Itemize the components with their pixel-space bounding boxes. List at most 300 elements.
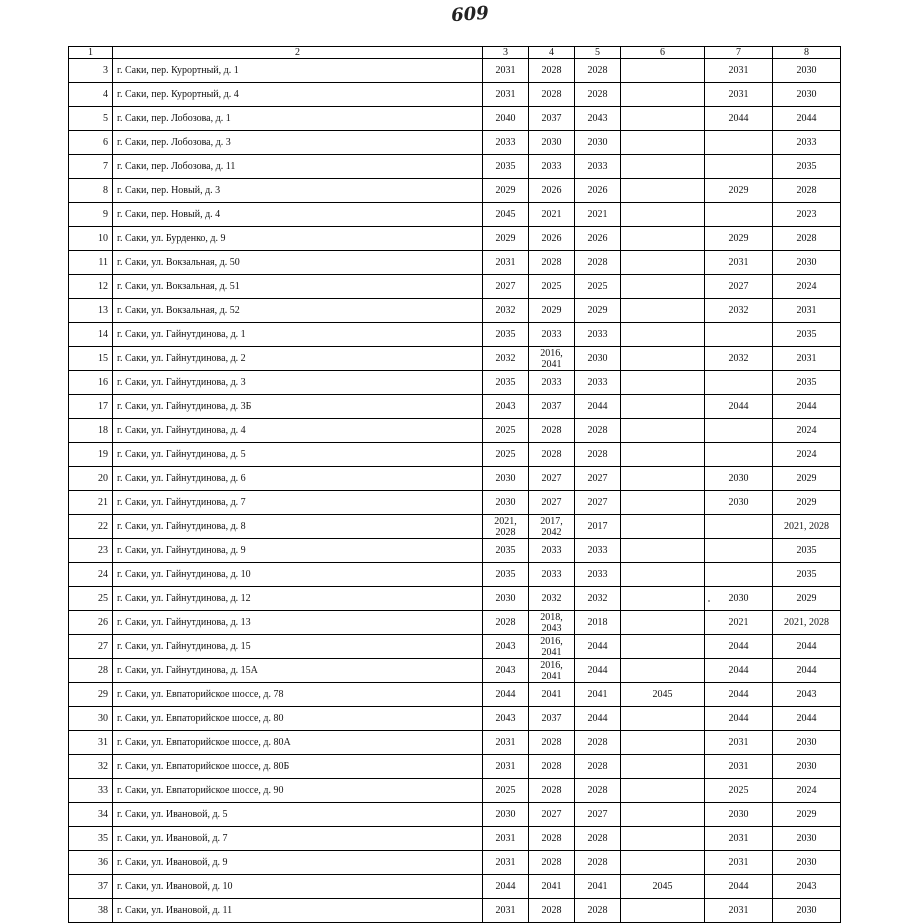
year-cell: 2030 [705, 467, 773, 491]
year-cell: 2045 [621, 875, 705, 899]
address-cell: г. Саки, ул. Бурденко, д. 9 [113, 227, 483, 251]
year-cell: 2031 [483, 755, 529, 779]
table-row [69, 755, 841, 779]
address-cell: г. Саки, ул. Евпаторийское шоссе, д. 80 [113, 707, 483, 731]
year-cell: 2041 [575, 683, 621, 707]
address-cell: г. Саки, пер. Лобозова, д. 11 [113, 155, 483, 179]
year-cell: 2028 [529, 851, 575, 875]
address-cell: г. Саки, ул. Вокзальная, д. 50 [113, 251, 483, 275]
address-cell: г. Саки, ул. Гайнутдинова, д. 6 [113, 467, 483, 491]
year-cell: 2026 [529, 227, 575, 251]
table-row [69, 515, 841, 539]
address-cell: г. Саки, ул. Гайнутдинова, д. 15 [113, 635, 483, 659]
year-cell: 2044 [773, 395, 841, 419]
year-cell: 2030 [483, 587, 529, 611]
address-cell: г. Саки, ул. Вокзальная, д. 52 [113, 299, 483, 323]
address-cell: г. Саки, ул. Гайнутдинова, д. 1 [113, 323, 483, 347]
year-cell: 2031 [705, 899, 773, 923]
address-cell: г. Саки, пер. Курортный, д. 1 [113, 59, 483, 83]
table-header-row [69, 47, 841, 59]
year-cell: 2031 [705, 83, 773, 107]
table-row [69, 683, 841, 707]
year-cell: 2029 [773, 491, 841, 515]
year-cell: 2035 [773, 371, 841, 395]
year-cell: 2032 [483, 299, 529, 323]
address-cell: г. Саки, пер. Лобозова, д. 3 [113, 131, 483, 155]
year-cell: 2027 [529, 803, 575, 827]
year-cell: 2029 [773, 467, 841, 491]
row-number-cell: 30 [69, 707, 113, 731]
year-cell [621, 539, 705, 563]
year-cell [621, 899, 705, 923]
year-cell: 2032 [705, 347, 773, 371]
year-cell [621, 371, 705, 395]
year-cell: 2028 [773, 227, 841, 251]
year-cell: 2030 [773, 899, 841, 923]
address-cell: г. Саки, ул. Гайнутдинова, д. 7 [113, 491, 483, 515]
year-cell: 2028 [575, 83, 621, 107]
year-cell [621, 851, 705, 875]
year-cell: 2031 [483, 731, 529, 755]
address-cell: г. Саки, пер. Курортный, д. 4 [113, 83, 483, 107]
year-cell: 2045 [483, 203, 529, 227]
year-cell: 2030 [483, 467, 529, 491]
year-cell: 2044 [705, 635, 773, 659]
row-number-cell: 36 [69, 851, 113, 875]
year-cell: 2023 [773, 203, 841, 227]
year-cell: 2043 [773, 683, 841, 707]
year-cell [621, 491, 705, 515]
year-cell: 2029 [529, 299, 575, 323]
address-cell: г. Саки, ул. Гайнутдинова, д. 5 [113, 443, 483, 467]
year-cell: 2044 [705, 683, 773, 707]
year-cell: 2043 [483, 635, 529, 659]
year-cell [621, 227, 705, 251]
year-cell: 2033 [529, 323, 575, 347]
year-cell: 2030 [705, 587, 773, 611]
address-cell: г. Саки, ул. Евпаторийское шоссе, д. 80Б [113, 755, 483, 779]
table-row [69, 731, 841, 755]
table-row [69, 899, 841, 923]
row-number-cell: 33 [69, 779, 113, 803]
year-cell: 2030 [773, 59, 841, 83]
year-cell [621, 251, 705, 275]
year-cell: 2031 [705, 251, 773, 275]
year-cell: 2028 [575, 443, 621, 467]
table-row [69, 203, 841, 227]
table-row [69, 59, 841, 83]
row-number-cell: 13 [69, 299, 113, 323]
year-cell [621, 563, 705, 587]
year-cell: 2028 [529, 251, 575, 275]
row-number-cell: 15 [69, 347, 113, 371]
table-row [69, 611, 841, 635]
year-cell: 2028 [575, 419, 621, 443]
year-cell: 2027 [575, 491, 621, 515]
table-row [69, 83, 841, 107]
year-cell [621, 659, 705, 683]
table-row [69, 251, 841, 275]
row-number-cell: 19 [69, 443, 113, 467]
year-cell: 2018, 2043 [529, 611, 575, 635]
year-cell: 2025 [529, 275, 575, 299]
year-cell: 2044 [773, 659, 841, 683]
year-cell: 2031 [773, 299, 841, 323]
table-row [69, 779, 841, 803]
year-cell: 2044 [773, 707, 841, 731]
row-number-cell: 18 [69, 419, 113, 443]
address-cell: г. Саки, ул. Гайнутдинова, д. 3 [113, 371, 483, 395]
year-cell: 2029 [483, 227, 529, 251]
year-cell: 2025 [483, 443, 529, 467]
year-cell: 2028 [529, 779, 575, 803]
year-cell: 2028 [575, 731, 621, 755]
column-header: 4 [529, 47, 575, 59]
address-cell: г. Саки, ул. Гайнутдинова, д. 10 [113, 563, 483, 587]
row-number-cell: 11 [69, 251, 113, 275]
address-cell: г. Саки, ул. Евпаторийское шоссе, д. 78 [113, 683, 483, 707]
address-cell: г. Саки, ул. Гайнутдинова, д. 12 [113, 587, 483, 611]
year-cell [621, 707, 705, 731]
year-cell: 2030 [575, 347, 621, 371]
year-cell: 2035 [483, 155, 529, 179]
table-row [69, 539, 841, 563]
schedule-table [68, 46, 841, 923]
year-cell: 2016, 2041 [529, 635, 575, 659]
year-cell [705, 155, 773, 179]
year-cell: 2031 [483, 827, 529, 851]
year-cell: 2031 [705, 851, 773, 875]
year-cell: 2032 [575, 587, 621, 611]
year-cell: 2031 [483, 899, 529, 923]
year-cell [621, 203, 705, 227]
year-cell: 2030 [773, 251, 841, 275]
year-cell: 2028 [575, 827, 621, 851]
year-cell: 2037 [529, 395, 575, 419]
year-cell: 2018 [575, 611, 621, 635]
row-number-cell: 3 [69, 59, 113, 83]
row-number-cell: 34 [69, 803, 113, 827]
year-cell: 2028 [529, 731, 575, 755]
year-cell: 2035 [773, 323, 841, 347]
year-cell [705, 419, 773, 443]
year-cell: 2029 [483, 179, 529, 203]
year-cell: 2028 [575, 59, 621, 83]
row-number-cell: 23 [69, 539, 113, 563]
address-cell: г. Саки, ул. Ивановой, д. 11 [113, 899, 483, 923]
address-cell: г. Саки, ул. Гайнутдинова, д. 4 [113, 419, 483, 443]
year-cell: 2035 [773, 155, 841, 179]
address-cell: г. Саки, ул. Ивановой, д. 5 [113, 803, 483, 827]
year-cell [621, 611, 705, 635]
year-cell [705, 203, 773, 227]
year-cell: 2041 [529, 875, 575, 899]
year-cell [705, 515, 773, 539]
year-cell: 2044 [705, 707, 773, 731]
table-row [69, 467, 841, 491]
table-row [69, 419, 841, 443]
year-cell: 2028 [575, 851, 621, 875]
row-number-cell: 37 [69, 875, 113, 899]
table-row [69, 707, 841, 731]
year-cell [621, 347, 705, 371]
year-cell: 2031 [483, 59, 529, 83]
column-header: 2 [113, 47, 483, 59]
year-cell: 2029 [705, 179, 773, 203]
year-cell: 2033 [529, 155, 575, 179]
column-header: 1 [69, 47, 113, 59]
table-row [69, 827, 841, 851]
row-number-cell: 35 [69, 827, 113, 851]
table-row [69, 227, 841, 251]
year-cell: 2033 [575, 563, 621, 587]
address-cell: г. Саки, ул. Гайнутдинова, д. 13 [113, 611, 483, 635]
year-cell [705, 131, 773, 155]
year-cell: 2021, 2028 [483, 515, 529, 539]
year-cell [621, 827, 705, 851]
year-cell: 2035 [483, 323, 529, 347]
table-row [69, 803, 841, 827]
year-cell: 2027 [575, 467, 621, 491]
row-number-cell: 12 [69, 275, 113, 299]
row-number-cell: 22 [69, 515, 113, 539]
row-number-cell: 10 [69, 227, 113, 251]
year-cell [621, 299, 705, 323]
row-number-cell: 9 [69, 203, 113, 227]
address-cell: г. Саки, ул. Гайнутдинова, д. 15А [113, 659, 483, 683]
year-cell: 2031 [483, 251, 529, 275]
year-cell: 2027 [483, 275, 529, 299]
year-cell: 2044 [483, 683, 529, 707]
table-row [69, 299, 841, 323]
address-cell: г. Саки, пер. Лобозова, д. 1 [113, 107, 483, 131]
year-cell: 2044 [705, 395, 773, 419]
year-cell: 2030 [705, 491, 773, 515]
page-number: 609 [450, 2, 490, 27]
year-cell: 2028 [529, 443, 575, 467]
address-cell: г. Саки, ул. Ивановой, д. 10 [113, 875, 483, 899]
year-cell [621, 323, 705, 347]
year-cell [621, 179, 705, 203]
year-cell: 2025 [705, 779, 773, 803]
year-cell: 2030 [773, 827, 841, 851]
year-cell: 2044 [705, 107, 773, 131]
year-cell [621, 395, 705, 419]
year-cell [621, 419, 705, 443]
table-row [69, 587, 841, 611]
year-cell: 2032 [705, 299, 773, 323]
address-cell: г. Саки, пер. Новый, д. 4 [113, 203, 483, 227]
table-row [69, 395, 841, 419]
year-cell: 2028 [529, 419, 575, 443]
year-cell: 2044 [773, 107, 841, 131]
column-header: 7 [705, 47, 773, 59]
year-cell: 2028 [575, 779, 621, 803]
year-cell [621, 635, 705, 659]
year-cell: 2031 [483, 83, 529, 107]
year-cell [621, 443, 705, 467]
table-row [69, 155, 841, 179]
year-cell: 2030 [773, 755, 841, 779]
year-cell: 2044 [575, 635, 621, 659]
year-cell: 2027 [705, 275, 773, 299]
year-cell: 2043 [483, 395, 529, 419]
table-row [69, 131, 841, 155]
row-number-cell: 7 [69, 155, 113, 179]
year-cell: 2024 [773, 779, 841, 803]
year-cell: 2033 [529, 539, 575, 563]
year-cell: 2033 [529, 371, 575, 395]
year-cell: 2028 [575, 899, 621, 923]
year-cell: 2043 [483, 707, 529, 731]
table-row [69, 275, 841, 299]
year-cell: 2029 [705, 227, 773, 251]
year-cell [621, 779, 705, 803]
year-cell: 2040 [483, 107, 529, 131]
table-row [69, 659, 841, 683]
address-cell: г. Саки, ул. Ивановой, д. 9 [113, 851, 483, 875]
table-row [69, 563, 841, 587]
year-cell [621, 131, 705, 155]
row-number-cell: 24 [69, 563, 113, 587]
year-cell [621, 731, 705, 755]
scan-speck [708, 600, 710, 602]
year-cell: 2021 [529, 203, 575, 227]
year-cell: 2031 [705, 59, 773, 83]
row-number-cell: 29 [69, 683, 113, 707]
year-cell: 2033 [575, 539, 621, 563]
year-cell [621, 59, 705, 83]
row-number-cell: 27 [69, 635, 113, 659]
year-cell: 2028 [773, 179, 841, 203]
year-cell: 2026 [529, 179, 575, 203]
year-cell: 2033 [483, 131, 529, 155]
row-number-cell: 31 [69, 731, 113, 755]
table-row [69, 491, 841, 515]
row-number-cell: 32 [69, 755, 113, 779]
row-number-cell: 28 [69, 659, 113, 683]
year-cell [705, 443, 773, 467]
year-cell: 2028 [483, 611, 529, 635]
year-cell: 2043 [483, 659, 529, 683]
year-cell: 2016, 2041 [529, 659, 575, 683]
year-cell: 2043 [575, 107, 621, 131]
year-cell: 2031 [483, 851, 529, 875]
row-number-cell: 14 [69, 323, 113, 347]
year-cell: 2035 [773, 539, 841, 563]
year-cell: 2025 [483, 779, 529, 803]
row-number-cell: 8 [69, 179, 113, 203]
year-cell: 2028 [529, 827, 575, 851]
year-cell: 2044 [705, 659, 773, 683]
year-cell: 2024 [773, 443, 841, 467]
year-cell: 2037 [529, 107, 575, 131]
year-cell [621, 107, 705, 131]
year-cell: 2044 [773, 635, 841, 659]
year-cell: 2030 [773, 731, 841, 755]
year-cell: 2044 [575, 707, 621, 731]
year-cell [621, 803, 705, 827]
address-cell: г. Саки, ул. Гайнутдинова, д. 8 [113, 515, 483, 539]
year-cell [621, 515, 705, 539]
row-number-cell: 21 [69, 491, 113, 515]
year-cell: 2035 [483, 539, 529, 563]
year-cell: 2028 [575, 755, 621, 779]
year-cell: 2044 [575, 395, 621, 419]
row-number-cell: 17 [69, 395, 113, 419]
year-cell: 2045 [621, 683, 705, 707]
year-cell: 2033 [773, 131, 841, 155]
year-cell [705, 563, 773, 587]
year-cell [621, 83, 705, 107]
row-number-cell: 16 [69, 371, 113, 395]
year-cell: 2033 [575, 323, 621, 347]
year-cell: 2029 [773, 587, 841, 611]
year-cell: 2024 [773, 275, 841, 299]
year-cell: 2030 [773, 83, 841, 107]
year-cell: 2043 [773, 875, 841, 899]
year-cell: 2035 [773, 563, 841, 587]
year-cell: 2028 [529, 83, 575, 107]
year-cell: 2027 [575, 803, 621, 827]
year-cell: 2027 [529, 467, 575, 491]
year-cell: 2025 [483, 419, 529, 443]
table-row [69, 875, 841, 899]
year-cell: 2030 [483, 491, 529, 515]
year-cell [621, 275, 705, 299]
column-header: 5 [575, 47, 621, 59]
year-cell: 2028 [529, 755, 575, 779]
year-cell: 2031 [705, 827, 773, 851]
address-cell: г. Саки, ул. Гайнутдинова, д. 3Б [113, 395, 483, 419]
year-cell: 2030 [705, 803, 773, 827]
year-cell: 2033 [529, 563, 575, 587]
year-cell: 2027 [529, 491, 575, 515]
year-cell: 2021 [705, 611, 773, 635]
table-row [69, 443, 841, 467]
year-cell: 2030 [575, 131, 621, 155]
year-cell: 2037 [529, 707, 575, 731]
row-number-cell: 4 [69, 83, 113, 107]
table-row [69, 635, 841, 659]
year-cell: 2035 [483, 371, 529, 395]
year-cell: 2029 [773, 803, 841, 827]
address-cell: г. Саки, ул. Евпаторийское шоссе, д. 80А [113, 731, 483, 755]
year-cell: 2041 [529, 683, 575, 707]
year-cell: 2044 [483, 875, 529, 899]
row-number-cell: 20 [69, 467, 113, 491]
year-cell: 2021, 2028 [773, 515, 841, 539]
year-cell: 2031 [705, 731, 773, 755]
year-cell: 2032 [529, 587, 575, 611]
year-cell: 2044 [705, 875, 773, 899]
row-number-cell: 25 [69, 587, 113, 611]
row-number-cell: 6 [69, 131, 113, 155]
year-cell: 2026 [575, 179, 621, 203]
year-cell: 2016, 2041 [529, 347, 575, 371]
year-cell: 2033 [575, 155, 621, 179]
table-row [69, 179, 841, 203]
year-cell [621, 467, 705, 491]
year-cell: 2031 [773, 347, 841, 371]
address-cell: г. Саки, пер. Новый, д. 3 [113, 179, 483, 203]
year-cell: 2026 [575, 227, 621, 251]
column-header: 8 [773, 47, 841, 59]
year-cell: 2030 [773, 851, 841, 875]
table-row [69, 851, 841, 875]
year-cell: 2025 [575, 275, 621, 299]
row-number-cell: 38 [69, 899, 113, 923]
